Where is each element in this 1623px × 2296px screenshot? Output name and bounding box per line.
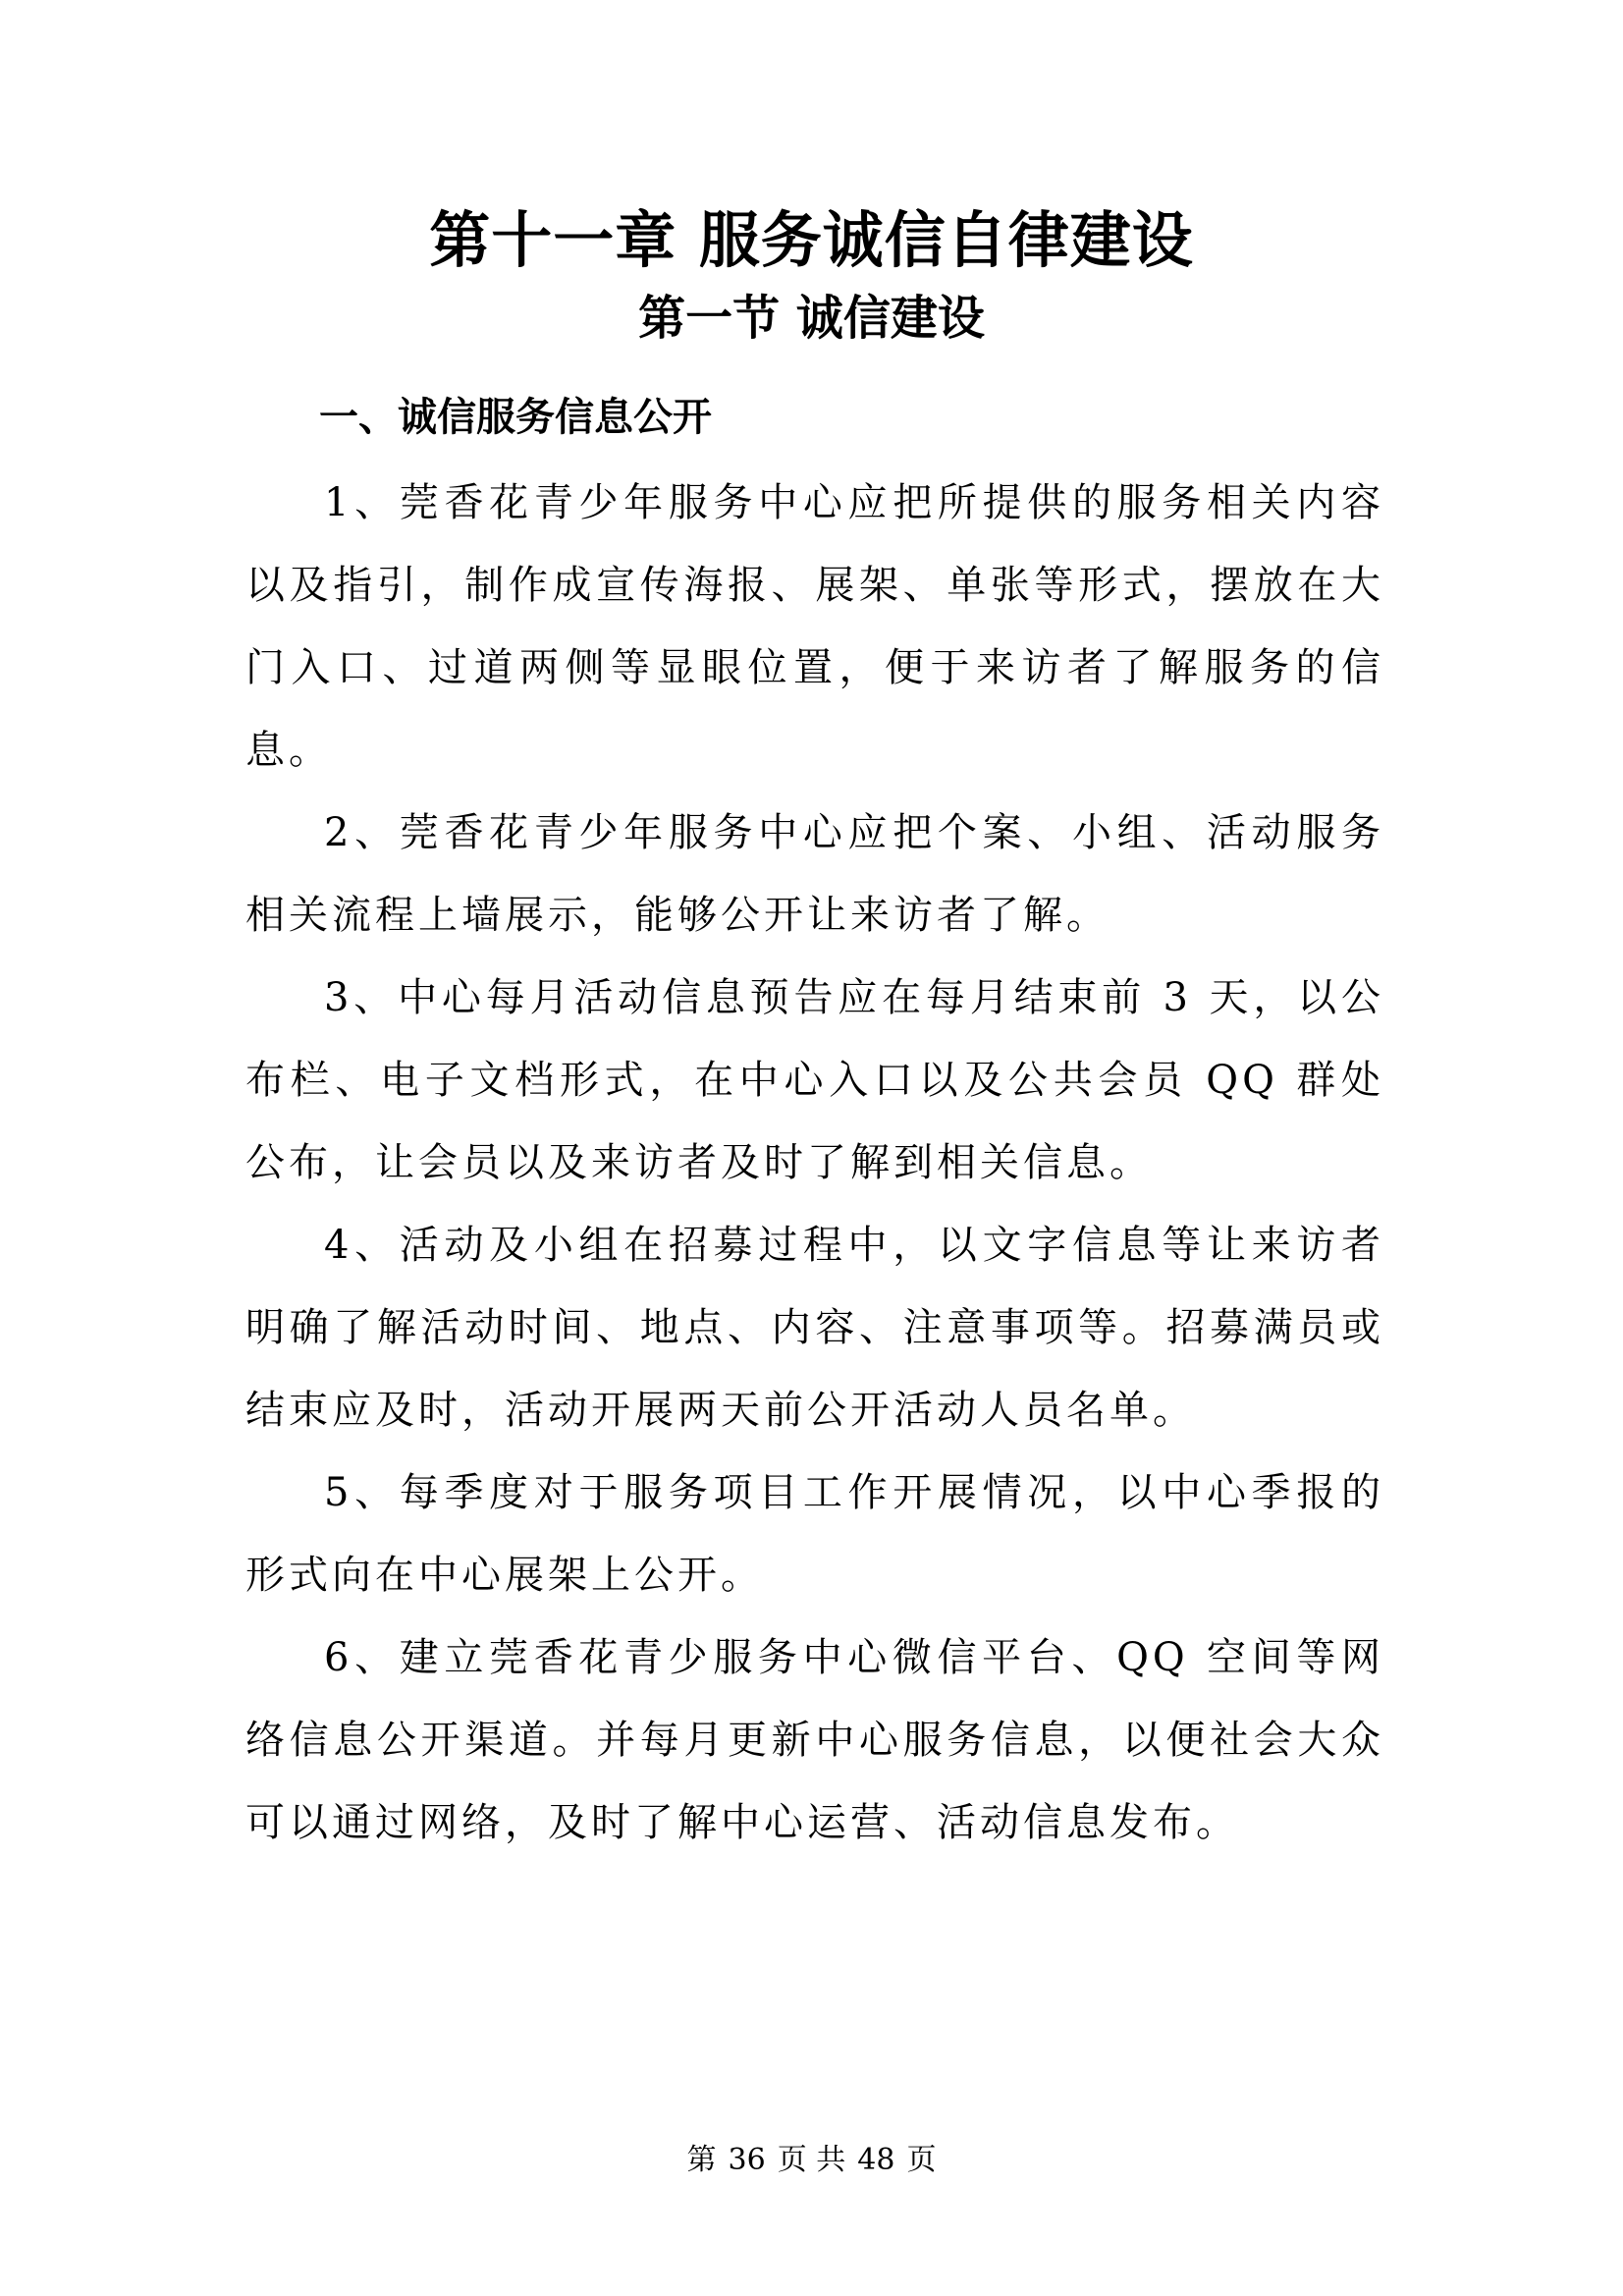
chapter-title: 第十一章 服务诚信自律建设 (429, 204, 1194, 276)
footer-mid: 页 共 (777, 2143, 846, 2177)
paragraph-3: 3、中心每月活动信息预告应在每月结束前 3 天，以公布栏、电子文档形式，在中心入口以及公共会员 QQ 群处公布，让会员以及来访者及时了解到相关信息。 (245, 975, 1384, 1185)
paragraph-6: 6、建立莞香花青少服务中心微信平台、QQ 空间等网络信息公开渠道。并每月更新中心服务信息，以便社会大众可以通过网络，及时了解中心运营、活动信息发布。 (245, 1635, 1384, 1845)
paragraph-5: 5、每季度对于服务项目工作开展情况，以中心季报的形式向在中心展架上公开。 (245, 1470, 1384, 1598)
body-text (245, 462, 1384, 1864)
section-title: 第一节 诚信建设 (638, 291, 985, 346)
footer-total-pages: 48 (857, 2143, 895, 2177)
subsection-heading: 一、诚信服务信息公开 (319, 395, 712, 440)
footer-suffix: 页 (906, 2143, 937, 2177)
footer-current-page: 36 (728, 2143, 766, 2177)
footer-prefix: 第 (686, 2143, 717, 2177)
paragraph-4: 4、活动及小组在招募过程中，以文字信息等让来访者明确了解活动时间、地点、内容、注意事项等。招募满员或结束应及时，活动开展两天前公开活动人员名单。 (245, 1223, 1384, 1433)
paragraph-1: 1、莞香花青少年服务中心应把所提供的服务相关内容以及指引，制作成宣传海报、展架、单张等形式，摆放在大门入口、过道两侧等显眼位置，便于来访者了解服务的信息。 (245, 480, 1384, 773)
page-footer (0, 2141, 1623, 2180)
paragraph-2: 2、莞香花青少年服务中心应把个案、小组、活动服务相关流程上墙展示，能够公开让来访者了解。 (245, 810, 1384, 938)
